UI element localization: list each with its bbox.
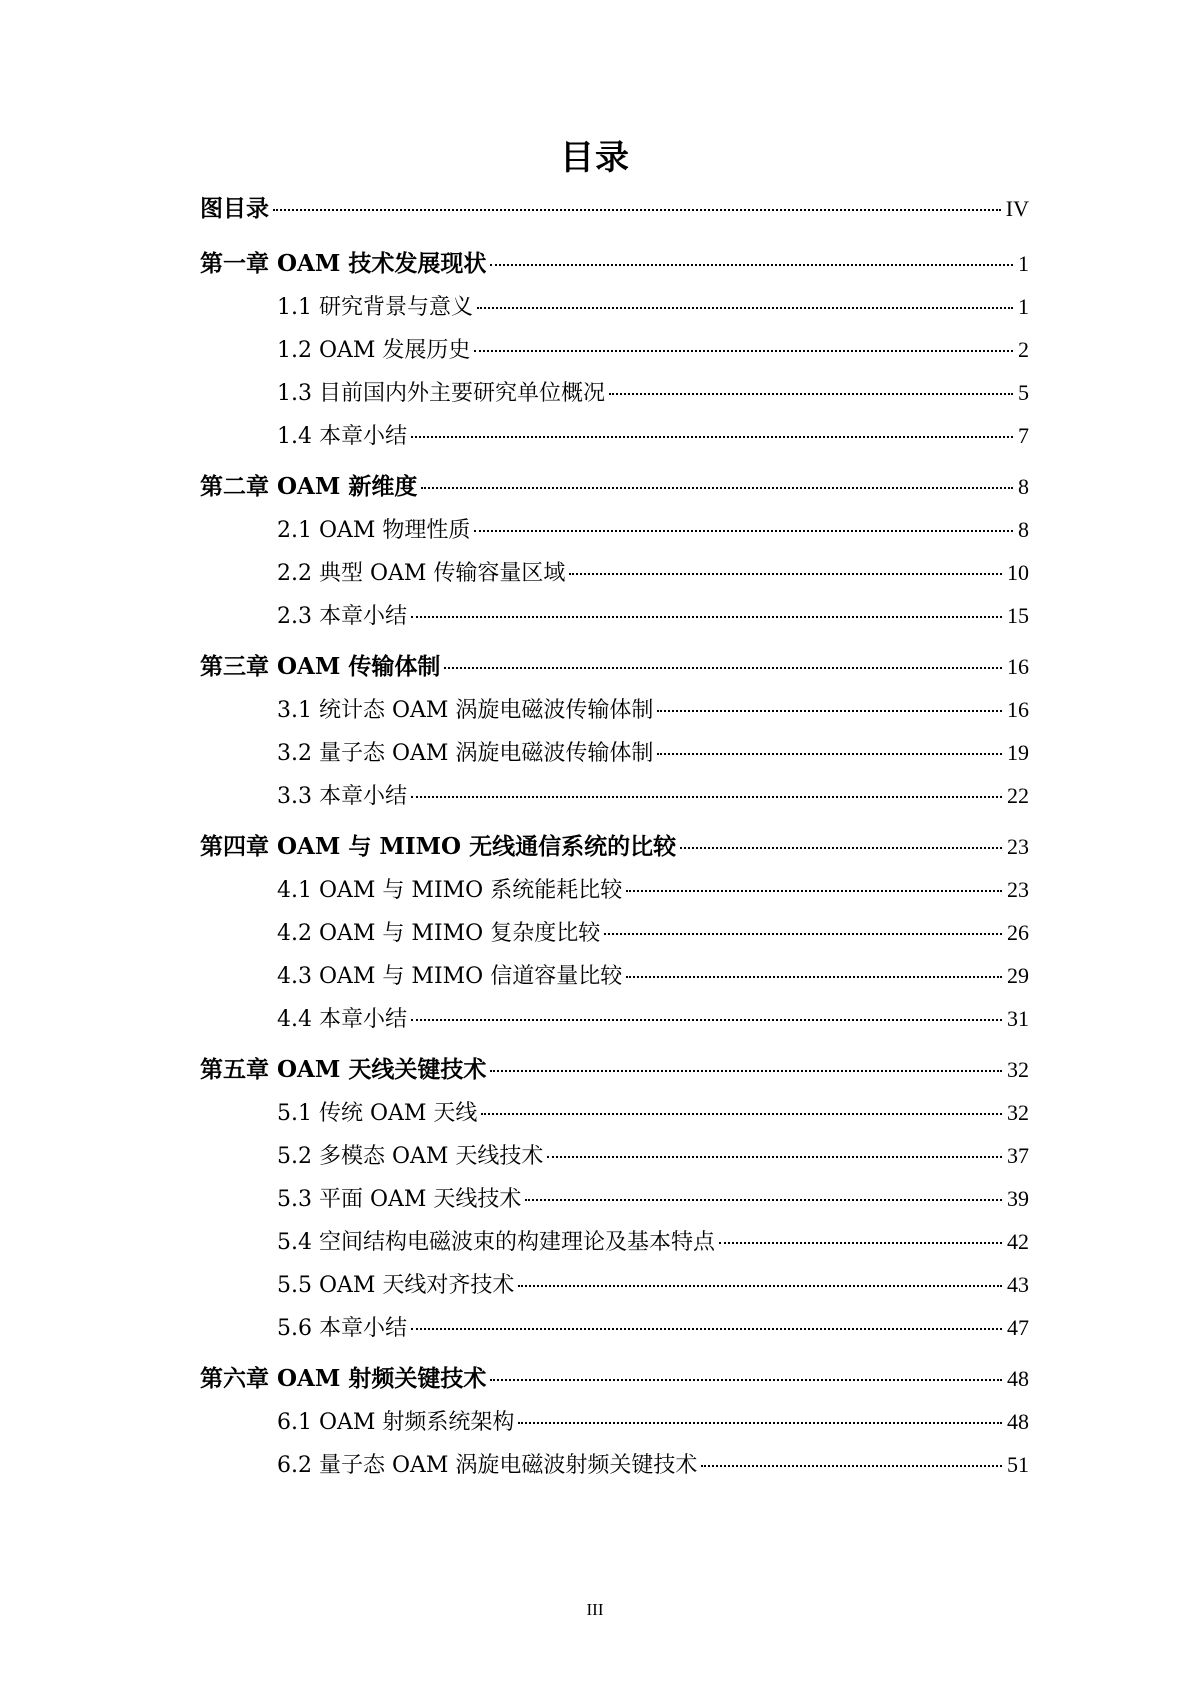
page-title: 目录	[560, 138, 630, 178]
toc-dot-leader	[273, 209, 1001, 211]
toc-entry-label: 4.4 本章小结	[277, 1007, 407, 1032]
toc-entry-label: 4.1 OAM 与 MIMO 系统能耗比较	[277, 878, 623, 903]
toc-entry-chapter-4[interactable]	[200, 831, 1029, 863]
toc-entry-section-6-1[interactable]	[277, 1406, 1029, 1438]
toc-dot-leader	[657, 710, 1002, 712]
toc-entry-label: 1.2 OAM 发展历史	[277, 338, 471, 363]
toc-entry-page: 10	[1007, 560, 1029, 585]
toc-entry-page: 23	[1007, 877, 1029, 902]
toc-entry-label: 2.1 OAM 物理性质	[277, 518, 471, 543]
toc-dot-leader	[490, 1379, 1002, 1381]
toc-entry-chapter-3[interactable]	[200, 651, 1029, 683]
toc-entry-page: 51	[1007, 1452, 1029, 1477]
toc-entry-section-1-4[interactable]	[277, 420, 1029, 452]
toc-entry-section-4-3[interactable]	[277, 960, 1029, 992]
toc-entry-page: 26	[1007, 920, 1029, 945]
toc-dot-leader	[411, 1328, 1002, 1330]
toc-entry-figure-list[interactable]	[200, 193, 1029, 225]
toc-entry-page: 32	[1007, 1100, 1029, 1125]
toc-dot-leader	[626, 890, 1002, 892]
toc-entry-page: 32	[1007, 1057, 1029, 1082]
toc-entry-chapter-5[interactable]	[200, 1054, 1029, 1086]
toc-dot-leader	[525, 1199, 1002, 1201]
toc-entry-page: 2	[1018, 337, 1029, 362]
toc-entry-section-5-2[interactable]	[277, 1140, 1029, 1172]
toc-entry-page: 16	[1007, 697, 1029, 722]
toc-entry-label: 2.3 本章小结	[277, 604, 407, 629]
toc-dot-leader	[604, 933, 1002, 935]
toc-entry-label: 5.4 空间结构电磁波束的构建理论及基本特点	[277, 1230, 715, 1255]
toc-entry-section-4-1[interactable]	[277, 874, 1029, 906]
toc-dot-leader	[719, 1242, 1002, 1244]
toc-entry-label: 6.2 量子态 OAM 涡旋电磁波射频关键技术	[277, 1453, 698, 1478]
toc-entry-label: 3.3 本章小结	[277, 784, 407, 809]
toc-entry-section-2-2[interactable]	[277, 557, 1029, 589]
toc-entry-section-3-2[interactable]	[277, 737, 1029, 769]
toc-entry-page: IV	[1005, 196, 1029, 221]
toc-entry-page: 37	[1007, 1143, 1029, 1168]
toc-entry-page: 23	[1007, 834, 1029, 859]
toc-entry-label: 3.1 统计态 OAM 涡旋电磁波传输体制	[277, 698, 654, 723]
toc-entry-label: 图目录	[200, 195, 269, 222]
toc-entry-label: 6.1 OAM 射频系统架构	[277, 1410, 515, 1435]
toc-entry-label: 第二章 OAM 新维度	[200, 473, 418, 500]
toc-dot-leader	[518, 1285, 1002, 1287]
toc-dot-leader	[518, 1422, 1002, 1424]
toc-entry-label: 第一章 OAM 技术发展现状	[200, 250, 487, 277]
toc-entry-chapter-2[interactable]	[200, 471, 1029, 503]
toc-entry-section-4-4[interactable]	[277, 1003, 1029, 1035]
toc-entry-section-5-5[interactable]	[277, 1269, 1029, 1301]
toc-entry-page: 16	[1007, 654, 1029, 679]
toc-entry-section-5-6[interactable]	[277, 1312, 1029, 1344]
toc-dot-leader	[657, 753, 1002, 755]
toc-dot-leader	[411, 616, 1002, 618]
toc-entry-section-3-1[interactable]	[277, 694, 1029, 726]
toc-entry-page: 48	[1007, 1409, 1029, 1434]
toc-entry-section-5-3[interactable]	[277, 1183, 1029, 1215]
toc-entry-section-5-1[interactable]	[277, 1097, 1029, 1129]
toc-entry-chapter-1[interactable]	[200, 248, 1029, 280]
toc-dot-leader	[444, 667, 1002, 669]
toc-entry-label: 4.3 OAM 与 MIMO 信道容量比较	[277, 964, 623, 989]
toc-entry-page: 1	[1018, 251, 1029, 276]
toc-entry-page: 22	[1007, 783, 1029, 808]
toc-entry-label: 2.2 典型 OAM 传输容量区域	[277, 561, 566, 586]
toc-dot-leader	[411, 1019, 1002, 1021]
toc-entry-label: 1.3 目前国内外主要研究单位概况	[277, 381, 605, 406]
toc-entry-label: 5.2 多模态 OAM 天线技术	[277, 1144, 544, 1169]
toc-entry-section-1-3[interactable]	[277, 377, 1029, 409]
toc-entry-label: 5.3 平面 OAM 天线技术	[277, 1187, 522, 1212]
toc-dot-leader	[474, 530, 1013, 532]
toc-dot-leader	[477, 307, 1013, 309]
toc-entry-page: 5	[1018, 380, 1029, 405]
toc-entry-section-6-2[interactable]	[277, 1449, 1029, 1481]
toc-entry-label: 4.2 OAM 与 MIMO 复杂度比较	[277, 921, 601, 946]
toc-entry-label: 第四章 OAM 与 MIMO 无线通信系统的比较	[200, 833, 677, 860]
toc-entry-page: 1	[1018, 294, 1029, 319]
toc-entry-section-1-1[interactable]	[277, 291, 1029, 323]
toc-entry-page: 42	[1007, 1229, 1029, 1254]
toc-entry-label: 5.5 OAM 天线对齐技术	[277, 1273, 515, 1298]
toc-entry-label: 3.2 量子态 OAM 涡旋电磁波传输体制	[277, 741, 654, 766]
toc-entry-section-2-1[interactable]	[277, 514, 1029, 546]
toc-entry-label: 5.6 本章小结	[277, 1316, 407, 1341]
toc-entry-page: 8	[1018, 474, 1029, 499]
toc-dot-leader	[481, 1113, 1002, 1115]
toc-dot-leader	[411, 436, 1013, 438]
footer-page-number: III	[586, 1600, 604, 1619]
toc-dot-leader	[569, 573, 1002, 575]
toc-entry-label: 1.4 本章小结	[277, 424, 407, 449]
toc-entry-page: 39	[1007, 1186, 1029, 1211]
toc-entry-label: 第六章 OAM 射频关键技术	[200, 1365, 487, 1392]
toc-entry-section-4-2[interactable]	[277, 917, 1029, 949]
toc-entry-section-5-4[interactable]	[277, 1226, 1029, 1258]
toc-entry-page: 8	[1018, 517, 1029, 542]
toc-entry-page: 43	[1007, 1272, 1029, 1297]
toc-dot-leader	[626, 976, 1002, 978]
toc-entry-label: 5.1 传统 OAM 天线	[277, 1101, 478, 1126]
toc-entry-label: 第五章 OAM 天线关键技术	[200, 1056, 487, 1083]
toc-entry-page: 15	[1007, 603, 1029, 628]
toc-entry-page: 7	[1018, 423, 1029, 448]
toc-dot-leader	[421, 487, 1013, 489]
toc-entry-label: 1.1 研究背景与意义	[277, 295, 473, 320]
toc-entry-page: 48	[1007, 1366, 1029, 1391]
toc-entry-section-2-3[interactable]	[277, 600, 1029, 632]
toc-entry-page: 47	[1007, 1315, 1029, 1340]
toc-dot-leader	[411, 796, 1002, 798]
toc-entry-section-3-3[interactable]	[277, 780, 1029, 812]
toc-dot-leader	[474, 350, 1013, 352]
toc-dot-leader	[490, 264, 1013, 266]
toc-entry-chapter-6[interactable]	[200, 1363, 1029, 1395]
toc-entry-page: 31	[1007, 1006, 1029, 1031]
toc-dot-leader	[680, 847, 1002, 849]
toc-entry-label: 第三章 OAM 传输体制	[200, 653, 441, 680]
toc-dot-leader	[609, 393, 1013, 395]
toc-entry-page: 19	[1007, 740, 1029, 765]
toc-entry-page: 29	[1007, 963, 1029, 988]
toc-dot-leader	[547, 1156, 1002, 1158]
toc-entry-section-1-2[interactable]	[277, 334, 1029, 366]
toc-dot-leader	[701, 1465, 1002, 1467]
toc-dot-leader	[490, 1070, 1002, 1072]
